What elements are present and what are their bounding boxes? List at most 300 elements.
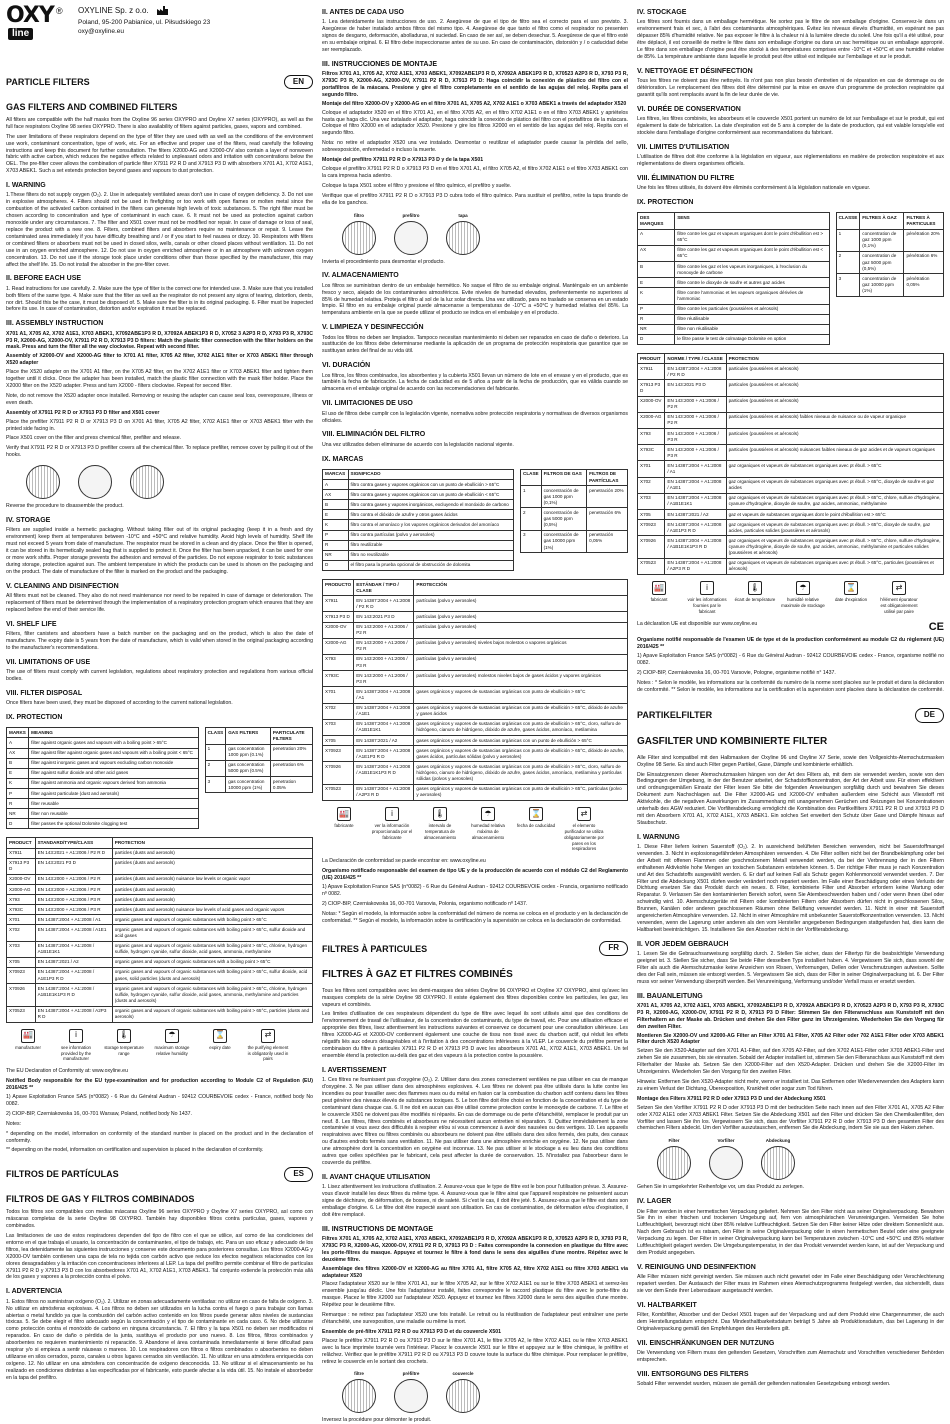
table-header-cell: PROTECTION (112, 838, 312, 848)
fr-storage-text: Les filtres sont fournis dans un emballage hermétique. Ne sortez pas le filtre de son emballage d'origine. Conservez-le dans un environnement frais et sec, à l'abri des contaminants atmosphériques. Évitez les niveaux élevés d'humidité, en espérant ne pas dépasser 85% d'humidité relative. Ne pas exposer le filtre à la chaleur ni à la lumière directe du soleil. Une fois qu'il a été utilisé, pour être déplacé, il est conseillé de mettre le filtre dans son emballage d'origine ou dans un sac hermétique ou un emballage approprié. Le filtre dans son emballage d'origine peut être stocké à des températures comprises entre -10°C et +50°C et une humidité relative de 85%. La température ambiante dans laquelle le produit peut être utilisé est indiquée sur l'emballage et sur le produit. (637, 19, 944, 60)
table-cell: filtre non réutilisable (675, 324, 829, 334)
fr-notified-body: Organisme notifié responsable de l'examen UE de type et de la production conformément au module C2 du règlement (UE) 2016/425 ** (637, 637, 944, 650)
symbol-item (781, 581, 825, 615)
pair-icon: ⇄ (261, 1029, 275, 1043)
fr-title-gas: FILTRES À GAZ ET FILTRES COMBINÉS (322, 969, 513, 981)
table-row (7, 895, 313, 905)
table-cell: EN 143:2021 P3 D (354, 612, 414, 622)
table-cell: EN 14387:2004 + A1:2008 / A2P3 R D (665, 558, 726, 574)
table-row (323, 520, 514, 530)
en-note-2: ** depending on the model, information on certification and supervision is placed in the declaration of conformity. (6, 1147, 264, 1154)
table-row (7, 874, 313, 884)
table-row (521, 508, 628, 530)
table-row (638, 262, 830, 278)
table-cell: X7911 (323, 596, 354, 612)
table-cell: D (638, 334, 675, 344)
table-cell: NR (323, 550, 349, 560)
table-row (638, 304, 830, 314)
table-cell: filtre contre l'ammoniac et les vapeurs organiques dérivées de l'ammoniac (675, 288, 829, 304)
symbol-label: the purifying element is obligatorily used in pairs (247, 1044, 289, 1062)
fr-disposal-text: Une fois les filtres utilisés, ils doivent être éliminés conformément à la législation nationale en vigueur. (637, 185, 871, 192)
es-title-gas: FILTROS DE GAS Y FILTROS COMBINADOS (6, 1194, 195, 1205)
table-cell: particles (dusts and aerosols) (112, 885, 312, 895)
table-cell: particles (dusts and aerosols) (112, 858, 312, 874)
table-cell: pénétration 6% (904, 251, 944, 273)
table-cell: A (7, 738, 29, 748)
es-assembly-note: Nota: no retire el adaptador X520 una vez instalado. Desmontar o reutilizar el adaptador puede causar la pérdida del sello, sobreexposición, enfermedad o incluso la muerte. (322, 140, 628, 154)
table-cell: EN 14387:2004 + A1:2008 / A1B1E1K1P3 R D (665, 536, 726, 558)
table-row (7, 984, 313, 1006)
table-cell: organic gases and vapours of organic substances with boiling point > 65°C, sulfur dioxide, acid gases, solid particles (dusts and aerosols) (112, 967, 312, 983)
table-header-cell: CLASSE (836, 213, 860, 229)
table-row (7, 957, 313, 967)
table-row (638, 278, 830, 288)
fr-section-cleaning: V. NETTOYAGE ET DÉSINFECTION (637, 67, 753, 75)
en-section-storage: IV. STORAGE (6, 517, 51, 525)
table-cell: EN 143:2021 + A1:2006 / P2 R D (35, 848, 112, 858)
table-cell: organic gases and vapours of organic substances with boiling point > 65°C, chlorine, hydrogen sulfide, hydrogen cyanide, sulfur dioxide, acid gases, ammonia, methylamine and particles (dusts and aerosols) (112, 984, 312, 1006)
table-cell: X70523 (7, 1006, 36, 1022)
table-cell: X70923 (7, 967, 36, 983)
fr-section-disposal: VIII. ÉLIMINATION DU FILTRE (637, 174, 735, 182)
table-cell: gases orgánicos y vapores de sustancias orgánicas con punto de ebullición > 65°C, dióxido de azufre y gases ácidos (414, 703, 628, 719)
table-header-row (836, 213, 943, 229)
table-cell: filter non reusable (29, 809, 198, 819)
es-disposal-text: Una vez utilizados deben eliminarse de acuerdo con la legislación nacional vigente. (322, 441, 514, 448)
hourglass-icon: ⌛ (529, 807, 543, 821)
thermometer-icon: 🌡 (117, 1029, 131, 1043)
en-intro-2: The user limitations of these respirators depend on the type of filter they are used with as well as the conditions of the environment use work, contaminant concentration, type of work, etc. For an effective and proper use of the filters, read carefully the following instructions and keep this document for further consultation. The filters X2000-AG and X2000-OV also contain a layer of nonwoven fabric with active carbon, which reduces the negative effects related to unpleasant odors and irritation with concentrations below the OEL. The pre-filter cover allows the combination of particle filter X7911 P2 R D and X7913 P3 D with absorbers X701 A1, X702 A1E1, X703 ABEK1. Such a set extends protection beyond gases and vapours to dust protection. (6, 133, 313, 175)
symbol-label: storage temperature range (104, 1044, 144, 1056)
table-row (323, 480, 514, 490)
symbol-item (562, 807, 606, 852)
symbol-item (466, 807, 510, 852)
table-cell: X7913 P3 D (638, 380, 665, 396)
table-header-cell: PRODUIT (638, 354, 665, 364)
table-header-row (7, 838, 313, 848)
table-cell: organic gases and vapours of organic substances with boiling point > 65°C, sulfur dioxide and acid gases (112, 925, 312, 941)
fr-language-tag: FR (599, 941, 628, 956)
column-french-german (637, 0, 944, 1388)
table-cell: penetración 20% (587, 486, 628, 508)
fr-protection-tables (637, 209, 944, 350)
en-assembly-adapter-title: Assembly of X2000-OV and X2000-AG filter to X701 A1 filter, X705 A2 filter, X702 A1E1 filter or X703 ABEK1 filter through X520 adapter (6, 353, 313, 367)
de-assembly-text: X701 A1, X705 A2, X702 A1E1, X703 ABEK1, X7092ABE1P3 R D, X7092A ABEK1P3 R D, X70523 A2P3 R D, X793 P3 R, X793C P3 R, X2000-AG, X2000-OV, X7911 P2 R D, X7913 P3 D Filter: Stimmen Sie den Filteranschluss aus Kunststoff mit den Filterhaltern an der Maske ab. Drücken und drehen Sie den Filter ganz im Uhrzeigersinn. Wiederholen Sie den Vorgang für den zweiten Filter. (637, 1002, 944, 1030)
table-cell: EN 143:2000 + A1:2006 / P3 R (35, 905, 112, 915)
de-section-storage: IV. LAGER (637, 1198, 672, 1206)
table-cell: filter against ammonia and organic vapours derived from ammonia (29, 778, 198, 788)
table-cell: penetración 0,05% (587, 530, 628, 552)
table-row (638, 536, 944, 558)
fr-notes: Notes : * Selon le modèle, les informations sur la conformité du numéro de la norme sont placées sur le produit et dans la déclaration de conformité. ** Selon le modèle, les informations sur la certification et la supervision sont placées dans la déclaration de conformité. (637, 679, 944, 693)
table-row (323, 596, 628, 612)
es-language-tag: ES (284, 1167, 313, 1182)
symbol-item (246, 1029, 290, 1063)
table-cell: filtro contra partículas (polvo y aerosoles) (348, 530, 514, 540)
table-header-row (7, 728, 199, 738)
table-cell: EN 14387:2004 + A1:2008 / A1 (35, 915, 112, 925)
logo-text-top: OXY (6, 3, 54, 28)
table-cell: 3 (521, 530, 542, 552)
table-cell: EN 14387:2004 + A1:2008 / A1E1 (354, 703, 414, 719)
table-cell: EN 143:2000 + A1:2006 / P2 R (35, 885, 112, 895)
table-row (323, 530, 514, 540)
table-cell: X702 (638, 477, 665, 493)
table-row (638, 461, 944, 477)
es-title-particle: FILTROS DE PARTÍCULAS (6, 1169, 119, 1180)
fr-warning-text: 1. Ces filtres ne fournissent pas d'oxygène (O₂). 2. Utiliser dans des zones correctement ventilées ne pas utiliser en cas de manque d'oxygène. 3. Ne pas utiliser dans des atmosphères explosives. 4. Les filtres ne doivent pas être utilisés dans la lutte contre les incendies ou pour travailler avec des flammes nues ou du métal en fusion car la combustion du charbon actif contenu dans les filtres peut générer des niveaux élevés de substances toxiques. 5. Le bon filtre doit être choisi en fonction de la concentration et du type de contaminant dans chaque cas. 6. Il ne doit en aucun cas être utilisé comme protection contre le monoxyde de carbone. 7. Le filtre et le couvercle X501 ne doivent pas être modifiés ni réparés. En cas de dommage ou de perte d'étanchéité, remplacer le produit par un neuf. 8. Les filtres, filtres combinés et absorbeurs ne nécessitent aucun entretien ni réparation. 9. Quittez immédiatement la zone contaminée si vous avez des difficultés à respirer et/ou si vous commencez à avoir des nausées ou des vertiges. 10. Les appareils respiratoires avec filtres ou filtres combinés ou absorbeurs ne doivent pas être utilisés dans des silos fermés, des puits, des canaux ou d'autres endroits fermés sans ventilation. 11. Ne pas utiliser dans une atmosphère enrichie en oxygène. 12. Ne pas utiliser dans une atmosphère dont la concentration en oxygène est inconnue. 13. Ne pas utiliser si le stockage a eu lieu dans des conditions autres que celles spécifiées par le fabricant, cela peut affecter la durée de conservation. 15. N'installez pas l'absorbeur dans le couvercle du préfiltre. (322, 1077, 628, 1166)
table-row (7, 858, 313, 874)
table-cell: filtre contre les particules (poussières et aérosols) (675, 304, 829, 314)
symbol-label: écart de température (734, 596, 776, 602)
figure-label-filter: filtre (354, 1371, 364, 1377)
table-cell: gaz organiques et vapeurs de substances organiques avec pt ébull. > 65°C, particules (poussières et aérosols) (726, 558, 943, 574)
table-cell: gaz organiques et vapeurs de substances organiques avec pt ébull. > 65°C, dioxyde de soufre et gaz acides (726, 477, 943, 493)
humidity-icon: ☂ (481, 807, 495, 821)
table-cell: EN 14387:2004 + A1:2008 / A1B1E1K1P3 R D (35, 984, 112, 1006)
en-assembly-cover-text: Place X501 cover on the filter and press chemical filter, prefilter and release. (6, 435, 182, 442)
table-cell: EN 14387:2004 + A1:2008 / P2 R D (354, 596, 414, 612)
table-cell: concentración de gas 10000 ppm (1%) (541, 530, 587, 552)
table-row (836, 274, 943, 296)
table-cell: gaz organiques et vapeurs de substances organiques avec pt ébull. > 65°C (726, 461, 943, 477)
table-cell: X703 (7, 941, 36, 957)
table-header-cell: SENS (675, 213, 829, 229)
table-row (323, 687, 628, 703)
table-cell: gas concentration 10000 ppm (1%) (226, 777, 271, 793)
table-row (638, 229, 830, 245)
table-cell: X70926 (323, 762, 354, 784)
en-assembly-prefilter-title: Assembly of X7911 P2 R D or X7913 P3 D filter and X501 cover (6, 409, 160, 416)
info-icon: i (69, 1029, 83, 1043)
en-shelf-life-text: Filters, filter canisters and absorbers have a batch number on the packaging and on the product, which is also the date of manufacture. The expiry date is 5 years from the date of manufacture, which is valid when stored in the original packaging according to the manufacturer's recommendations. (6, 631, 313, 651)
table-header-row (638, 213, 830, 229)
table-cell: 2 (205, 760, 226, 776)
table-cell: filtro contra gases y vapores orgánicos con un punto de ebullición < 65°C (348, 490, 514, 500)
table-cell: X70923 (638, 520, 665, 536)
symbol-item (322, 807, 366, 852)
table-header-cell: CLASS (205, 728, 226, 744)
table-cell: X705 (638, 510, 665, 520)
fr-class-table (836, 212, 944, 296)
table-cell: filtre contre le dioxyde de soufre et autres gaz acides (675, 278, 829, 288)
table-row (205, 760, 312, 776)
es-section-marks: IX. MARCAS (322, 455, 364, 463)
table-cell: EN 143:2000 + A1:2006 / P3 R (665, 445, 726, 461)
table-cell: EN 143:2000 + A1:2006 / P2 R (354, 638, 414, 654)
ce-mark-icon: CE (928, 621, 944, 634)
filter-illustration (342, 1371, 376, 1413)
table-cell: EN 143:2000 + A1:2006 / P2 R (354, 622, 414, 638)
fr-assembly-text: Filtres X701 A1, X705 A2, X702 A1E1, X703 ABEK1, X7092ABE1P3 R D, X7092A ABEK1P3 R D, X70523 A2P3 R D, X793 P3 R, X793C P3 R, X2000-AG, X2000-OV, X7911 P2 R D, X7913 P3 D : Faites correspondre la connexion en plastique du filtre avec les porte-filtres du masque. Appuyez et tournez le filtre à fond dans le sens des aiguilles d'une montre. Répétez avec le deuxième filtre. (322, 1236, 628, 1263)
de-limitations-text: Die Verwendung von Filtern muss den geltenden Gesetzen, Vorschriften zum Atemschutz und Vorschriften verschiedener Behörden entsprechen. (637, 1350, 944, 1364)
es-class-table (520, 469, 628, 553)
factory-icon: 🏭 (337, 807, 351, 821)
fr-symbol-row (637, 581, 944, 615)
table-cell: particles (dusts and aerosols) nuisance low levels or organic vapor (112, 874, 312, 884)
table-cell: X705 (323, 736, 354, 746)
table-cell: partículas (polvo y aerosoles) molestos niveles bajos de gases ácidos y vapores orgánicos (414, 671, 628, 687)
table-cell: P (7, 789, 29, 799)
table-row (7, 799, 199, 809)
es-section-warning: I. ADVERTENCIA (6, 1288, 63, 1296)
table-row (7, 941, 313, 957)
table-cell: D (7, 819, 29, 829)
hourglass-icon: ⌛ (844, 581, 858, 595)
table-cell: EN 14387:2021 / A2 (354, 736, 414, 746)
table-row (323, 746, 628, 762)
en-section-cleaning: V. CLEANING AND DISINFECTION (6, 582, 119, 590)
table-cell: X7911 (7, 848, 36, 858)
table-cell: EN 143:2000 + A1:2006 / P3 R (354, 654, 414, 670)
es-limitations-text: El uso de filtros debe cumplir con la legislación vigente, normativa sobre protección respiratoria y normativas de diversos organismos oficiales. (322, 410, 628, 424)
table-row (638, 477, 944, 493)
symbol-label: manufacturer (15, 1044, 41, 1050)
figure-label-cover: Abdeckung (765, 1138, 791, 1144)
table-cell: filtre contre les gaz et les vapeurs inorganiques, à l'exclusion du monoxyde de carbone (675, 262, 829, 278)
en-notes-label: Notes: (6, 1120, 21, 1127)
table-cell: particles (dusts and aerosols) nuisance low levels of acid gases and organic vapors (112, 905, 312, 915)
table-cell: organic gases and vapours of organic substances with boiling point > 65°C, chlorine, hydrogen sulfide, hydrogen cyanide, sulfur dioxide, acid gases, ammonia, methylamine (112, 941, 312, 957)
table-cell: filter against particulate (dust and aerosols) (29, 789, 198, 799)
table-cell: X701 (638, 461, 665, 477)
symbol-label: l'élément épurateur est obligatoirement utilisé par paire (880, 596, 918, 614)
de-section-limitations: VII. EINSCHRÄNKUNGEN DER NUTZUNG (637, 1339, 775, 1347)
de-before-use-text: 1. Lesen Sie die Gebrauchsanweisung sorgfältig durch. 2. Stellen Sie sicher, dass der Filtertyp für die beabsichtigte Verwendung geeignet ist. 3. Stellen Sie sicher, dass Sie beide Filter desselben Typs installiert haben. 4. Vergewissern Sie sich, dass sowohl der Filter als auch die Atemschutzmaske keine Anzeichen von Rissen, Verformungen, Dellen oder Verschmutzungen aufweisen. Sollte dies der Fall sein, müssen sie entsorgt werden. 5. Vergewissern Sie sich, dass der Filter in seiner Originalverpackung ist. 6. Der Filter muss vor seiner Verwendung überprüft werden. Bei Verunreinigung, Verformung und/oder Verfall muss er ersetzt werden. (637, 951, 944, 985)
table-cell: particules (poussières et aérosols) (726, 429, 943, 445)
en-title-particle: PARTICLE FILTERS (6, 77, 90, 87)
table-row (638, 364, 944, 380)
es-protection-tables (322, 466, 628, 576)
fr-limitations-text: L'utilisation de filtres doit être conforme à la législation en vigueur, aux réglementations en matière de protection respiratoire et aux réglementations de divers organismes officiels. (637, 154, 944, 167)
table-row (323, 612, 628, 622)
table-cell: R (638, 314, 675, 324)
es-assembly-prefilter-text: Coloque el prefiltro X7911 P2 R D o X7913 P3 D en el filtro X701 A1, el filtro X705 A2, el filtro X702 A1E1 o el filtro X703 ABEK1 con la cara impresa hacia adentro. (322, 166, 628, 179)
es-assembly-figures (342, 212, 628, 255)
table-cell: X2000-OV (7, 874, 36, 884)
es-section-cleaning: V. LIMPIEZA Y DESINFECCIÓN (322, 324, 424, 332)
table-cell: E (323, 510, 349, 520)
en-assembly-prefilter-text: Place the prefilter X7911 P2 R D or X7913 P3 D on X701 A1 filter, X705 A2 filter, X702 A1E1 filter or X703 ABEK1 filter with the printed side facing in. (6, 418, 313, 432)
table-cell: filtre réutilisable (675, 314, 829, 324)
table-header-cell: FILTRES À GAZ (860, 213, 904, 229)
table-cell: concentration de gaz 10000 ppm (1%) (860, 274, 904, 296)
table-cell: filter against sulfur dioxide and other acid gases (29, 768, 198, 778)
symbol-item (685, 581, 729, 615)
table-cell: gaz et vapeurs de substances organiques dont le point d'ébullition est > 65°C (726, 510, 943, 520)
es-section-duration: VI. DURACIÓN (322, 362, 371, 370)
table-cell: organic gases and vapours of organic substances with boiling point > 65°C, particles (dusts and aerosols) (112, 1006, 312, 1022)
table-cell: AX (638, 245, 675, 261)
symbol-item (514, 807, 558, 852)
es-marks-table (322, 469, 514, 571)
symbol-item (418, 807, 462, 852)
table-cell: X2000-OV (323, 622, 354, 638)
table-cell: X2000-OV (638, 396, 665, 412)
table-cell: EN 14387:2004 + A1:2008 / A1E1P3 R D (665, 520, 726, 536)
table-cell: X7911 (638, 364, 665, 380)
fr-intro-1: Tous les filtres sont compatibles avec les demi-masques des séries Oxyline 96 OXYPRO et Oxyline X7 OXYPRO, ainsi qu'avec les masques complets de la série Oxyline 98 OXYPRO. Il existe également des filtres disponibles contre les particules, les gaz, les vapeurs et combinés. (322, 987, 628, 1008)
table-cell: gases orgánicos y vapores de sustancias orgánicas con punto de ebullición > 65°C, dióxido de azufre, gases ácidos, partículas sólidas (polvo y aerosoles) (414, 746, 628, 762)
table-row (7, 789, 199, 799)
table-cell: EN 143:2021 P3 D (665, 380, 726, 396)
table-row (7, 809, 199, 819)
fr-shelf-life-text: Les filtres, les filtres combinés, les absorbeurs et le couvercle X501 portent un numéro de lot sur l'emballage et sur le produit, qui est également la date de fabrication. La date d'expiration est de 5 ans à compter de la date de production, qui est valable lorsqu'elle est stockée dans l'emballage d'origine conformément aux recommandations du fabricant. (637, 116, 944, 136)
table-row (323, 638, 628, 654)
table-cell: EN 14387:2004 + A1:2008 / A1B1E1K1 (354, 719, 414, 735)
table-row (7, 925, 313, 941)
en-assembly-adapter-text: Place the X520 adapter on the X701 A1 filter, on the X705 A2 filter, on the X702 A1E1 filter or X703 ABEK1 filter and tighten them together until it clicks. Once the adapter has been installed, match the plastic filter connection with the mask filter holder. Place the X2000 filter on the X520 adapter. Press and turn X2000 - filters clockwise. Repeat for second filter. (6, 369, 313, 390)
table-header-row (205, 728, 312, 744)
table-row (205, 744, 312, 760)
filter-illustration (342, 212, 376, 255)
table-row (638, 288, 830, 304)
table-cell: concentration de gaz 5000 ppm (0,5%) (860, 251, 904, 273)
table-cell: particules (poussières et aérosols) (726, 364, 943, 380)
table-row (638, 380, 944, 396)
table-row (323, 671, 628, 687)
fr-title-particle: FILTRES À PARTICULES (322, 943, 428, 954)
es-declaration: La Declaración de conformidad se puede encontrar en: www.oxyline.eu (322, 858, 486, 865)
table-cell: EN 14387:2004 + A1:2008 / A2P3 R D (35, 1006, 112, 1022)
symbol-label: date d'expiration (834, 596, 868, 602)
column-english (6, 0, 313, 1381)
table-cell: X703 (638, 493, 665, 509)
de-title-row (637, 705, 944, 725)
table-cell: EN 143:2021 P3 D (35, 858, 112, 874)
de-section-disposal: VIII. ENTSORGUNG DES FILTERS (637, 1371, 749, 1379)
figure-label-prefilter: prefiltro (402, 212, 420, 218)
table-cell: gaz organiques et vapeurs de substances organiques avec pt ébull. > 65°C, dioxyde de soufre, gaz acides, particules solides (poussières et aérosols) (726, 520, 943, 536)
table-cell: partículas (polvo y aerosoles) niveles bajos molestos o vapores orgánicos (414, 638, 628, 654)
symbol-item (102, 1029, 146, 1063)
table-cell: organic gases and vapours of organic substances with boiling point > 65°C (112, 915, 312, 925)
en-class-table (205, 727, 313, 793)
figure-label-filter: Filter (668, 1138, 680, 1144)
oxyline-logo (6, 3, 63, 46)
table-cell: E (638, 278, 675, 288)
table-cell: penetration 20% (270, 744, 312, 760)
table-row (638, 412, 944, 428)
fr-assembly-adapter-text: Placez l'adaptateur X520 sur le filtre X701 A1, sur le filtre X705 A2, sur le filtre X702 A1E1 ou sur le filtre X703 ABEK1 et serrez-les ensemble jusqu'au déclic. Une fois l'adaptateur installé, faites correspondre le raccord plastique du filtre avec le porte-filtre du masque. Placez le filtre X2000 sur l'adaptateur X520. Appuyez et tournez les filtres X2000 dans le sens des aiguilles d'une montre. Répétez pour le deuxième filtre. (322, 1281, 628, 1309)
table-cell: filtro contra el amoníaco y los vapores orgánicos derivados del amoníaco (348, 520, 514, 530)
table-row (7, 1006, 313, 1022)
table-cell: EN 14387:2004 + A1:2008 / A1E1 (665, 477, 726, 493)
de-assembly-adapter-title: Montieren Sie X2000-OV und X2000-AG Filter an Filter X701 A1 Filter, X705 A2 Filter oder 702 A1E1 Filter oder X703 ABEK1 Filter durch X520 Adapter (637, 1032, 944, 1046)
table-cell: EN 143:2000 + A1:2006 / P3 R (35, 895, 112, 905)
table-cell: EN 143:2000 + A1:2006 / P2 R (665, 396, 726, 412)
es-section-disposal: VIII. ELIMINACIÓN DEL FILTRO (322, 431, 426, 439)
en-symbol-row (6, 1029, 313, 1063)
table-cell: X70926 (638, 536, 665, 558)
es-duration-text: Los filtros, los filtros combinados, los absorbentes y la cubierta X501 llevan un número de lote en el envase y en el producto, que es también la fecha de fabricación. La fecha de caducidad es de 5 años a partir de la fecha de producción, que es válida cuando se almacena en el embalaje original de acuerdo con las recomendaciones del fabricante. (322, 372, 628, 393)
de-assembly-prefilter-title: Montage des Filters X7911 P2 R D oder X7913 P3 D und der Abdeckung X501 (637, 1095, 826, 1102)
table-header-cell: DES MARQUES (638, 213, 675, 229)
table-cell: X2000-AG (638, 412, 665, 428)
table-row (638, 493, 944, 509)
de-section-cleaning: V. REINIGUNG UND DESINFEKTION (637, 1263, 756, 1271)
table-cell: filtro contra gases y vapores inorgánicos, excluyendo el monóxido de carbono (348, 500, 514, 510)
table-row (323, 762, 628, 784)
table-row (323, 560, 514, 570)
table-cell: concentración de gas 1000 ppm (0,1%) (541, 486, 587, 508)
de-language-tag: DE (915, 708, 944, 723)
table-cell: concentración de gas 5000 ppm (0,5%) (541, 508, 587, 530)
table-header-cell: FILTROS DE GAS (541, 469, 587, 485)
table-cell: AX (323, 490, 349, 500)
figure-label-cover: tapa (458, 212, 468, 218)
table-cell: EN 14387:2004 + A1:2008 / A1E1 (35, 925, 112, 941)
es-section-limitations: VII. LIMITACIONES DE USO (322, 400, 413, 408)
symbol-item (370, 807, 414, 852)
table-cell: EN 143:2000 + A1:2006 / P2 R (665, 412, 726, 428)
table-cell: 2 (836, 251, 860, 273)
table-row (638, 334, 830, 344)
table-cell: X701 (323, 687, 354, 703)
fr-declaration: La déclaration UE est disponible sur www.oxyline.eu (637, 620, 758, 627)
table-header-row (521, 469, 628, 485)
table-row (323, 490, 514, 500)
en-figure-caption: Reverse the procedure to disassemble the product. (6, 503, 124, 510)
table-row (323, 510, 514, 520)
symbol-item (54, 1029, 98, 1063)
table-cell: particules (poussières et aérosols) faibles niveaux de nuisance ou de vapeur organique (726, 412, 943, 428)
table-row (7, 758, 199, 768)
table-cell: X702 (7, 925, 36, 941)
es-section-before-use: II. ANTES DE CADA USO (322, 9, 404, 16)
es-storage-text: Los filtros se suministran dentro de un embalaje hermético. No saque el filtro de su embalaje original. Manténgalo en un ambiente fresco y seco, alejado de los contaminantes atmosféricos. Evite niveles de humedad elevados, preferentemente no superiores al 85% de humedad relativa. Proteja el filtro al sol de la luz solar directa. Una vez utilizado, para no traslado se conserva en un estado limpio. El filtro en su embalaje original puede almacenarse a temperaturas de -10°C a +50°C y humedad relativa del 85%. La temperatura ambiente en la que se puede utilizar el producto se indica en el embalaje y en el producto. (322, 282, 628, 317)
de-section-assembly: III. BAUANLEITUNG (637, 992, 703, 1000)
symbol-label: intervalo de temperatura de almacenamiento (423, 822, 457, 840)
table-row (638, 445, 944, 461)
table-cell: EN 14387:2004 + A1:2008 / A1 (354, 687, 414, 703)
de-intro-1: Alle Filter sind kompatibel mit den Halbmasken der Oxyline 96 und Oxyline X7 Serie, sowie den Vollgesichts-Atemschutzmasken Oxyline 98 Serie. Es sind auch Filter gegen Partikel, Gase, Dämpfe und kombinierte erhältlich. (637, 754, 944, 768)
table-cell: EN 143:2000 + A1:2006 / P3 R (665, 429, 726, 445)
table-cell: gases orgánicos y vapores de sustancias orgánicas con un punto de ebullición > 65°C (414, 736, 628, 746)
fr-assembly-prefilter-text: Placez le préfiltre X7911 P2 R D ou X7913 P3 D sur le filtre X701 A1, le filtre X705 A2, le filtre X702 A1E1 ou le filtre X703 ABEK1 avec la face imprimée tournée vers l'intérieur. Placez le couvercle X501 sur le filtre et appuyez sur le filtre chimique, le préfiltre et relâchez. Vérifiez que le préfiltre X7911 P2 R D ou X7913 P3 D couvre toute la surface du filtre chimique. Pour remplacer le préfiltre, retirez le couvercle en le sortant des crochets. (322, 1337, 628, 1365)
company-name: OXYLINE Sp. z o.o. (78, 6, 149, 15)
table-header-cell: FILTROS DE PARTÍCULAS (587, 469, 628, 485)
table-cell: gases orgánicos y vapores de sustancias orgánicas con punto de ebullición > 65°C, cloro, sulfuro de hidrógeno, cianuro de hidrógeno, dióxido de azufre, gases ácidos, amoníaco, metilamina (414, 719, 628, 735)
table-cell: gas concentration 1000 ppm (0.1%) (226, 744, 271, 760)
symbol-label: see information provided by the manufacturer (60, 1044, 92, 1062)
table-cell: partículas (polvo y aerosoles) (414, 612, 628, 622)
hourglass-icon: ⌛ (213, 1029, 227, 1043)
table-row (638, 245, 830, 261)
fr-assembly-figures (342, 1371, 628, 1413)
en-cleaning-text: All filters must not be cleaned. They also do not need maintenance nor need to be repaired in case of damage or deterioration. The replacement of filters must be determined through the implementation of a respiratory protection program which ensures that they are replaced before the end of their service life. (6, 593, 313, 613)
table-cell: 1 (521, 486, 542, 508)
en-language-tag: EN (284, 75, 313, 90)
brand-header (6, 3, 313, 48)
symbol-item (877, 581, 921, 615)
table-header-cell: PRODUCTO (323, 580, 354, 596)
symbol-item (198, 1029, 242, 1063)
fr-assembly-prefilter-title: Ensemble de pré-filtre X7911 P2 R D ou X7913 P3 D et du couvercle X501 (322, 1328, 502, 1335)
table-row (638, 510, 944, 520)
en-assembly-text: X701 A1, X705 A2, X702 A1E1, X703 ABEK1, X7092ABE1P3 R D, X7092A ABEK1P3 R D, X7052 3 A2P3 R D, X793 P3 R, X793C P3 R, X2000-AG, X2000-OV, X7911 P2 R D, X7913 P3 D filters: Match the plastic filter connection with the filter holders on the mask. Press and turn the filter all the way clockwise. Repeat with second filter. (6, 330, 313, 351)
table-cell: R (323, 540, 349, 550)
table-cell: X793C (323, 671, 354, 687)
table-row (323, 784, 628, 800)
factory-icon (157, 6, 168, 19)
es-products-table (322, 579, 628, 801)
symbol-label: humedad relativa máxima de almacenamiento (471, 822, 505, 840)
table-row (7, 848, 313, 858)
table-row (836, 251, 943, 273)
figure-label-prefilter: préfiltre (402, 1371, 420, 1377)
table-cell: AX (7, 748, 29, 758)
